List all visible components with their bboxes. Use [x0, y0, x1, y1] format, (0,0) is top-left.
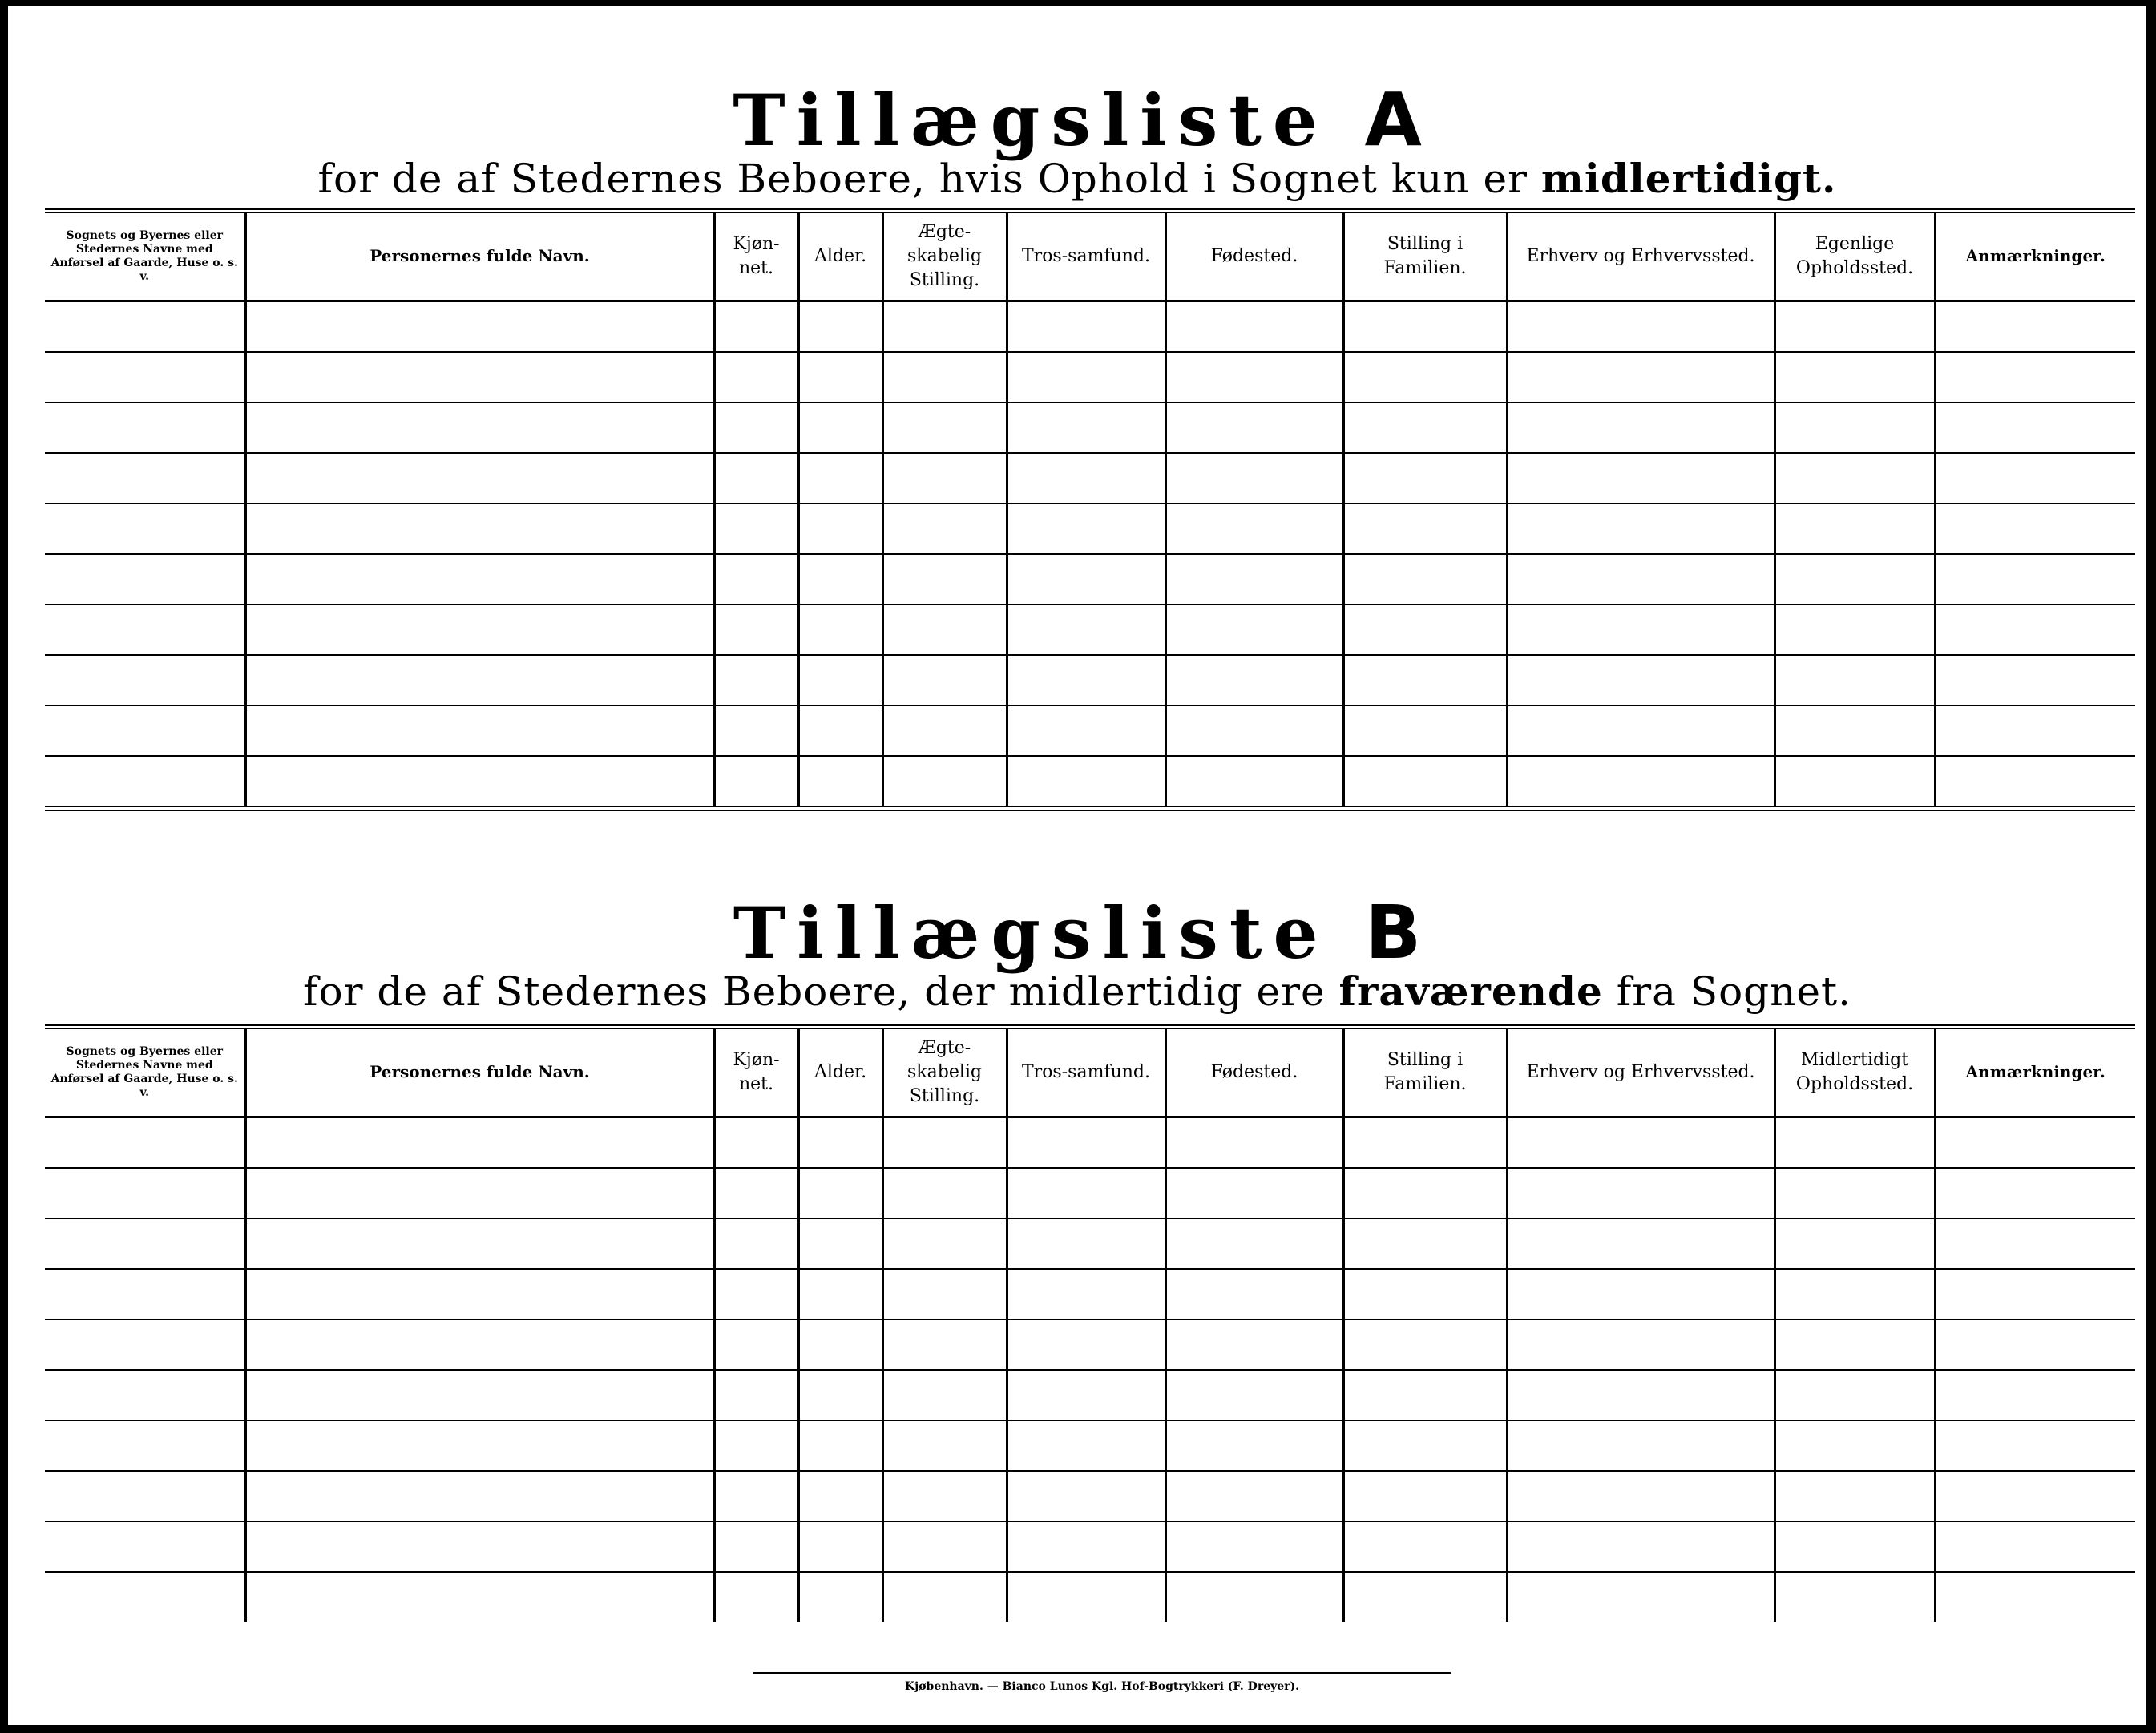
entry-cell	[1343, 1218, 1507, 1269]
entry-cell	[1343, 655, 1507, 705]
entry-cell	[1935, 1521, 2135, 1572]
entry-cell	[882, 604, 1007, 655]
entry-cell	[1774, 1420, 1935, 1471]
table-row	[45, 705, 2135, 756]
list-b-title-letter: B	[1365, 890, 1422, 976]
entry-cell	[45, 1420, 245, 1471]
entry-cell	[1343, 1269, 1507, 1319]
entry-cell	[45, 655, 245, 705]
census-form-sheet	[8, 6, 2146, 1725]
entry-cell	[1507, 1319, 1774, 1370]
entry-cell	[1165, 1168, 1343, 1218]
table-row	[45, 1168, 2135, 1218]
entry-cell	[714, 1521, 798, 1572]
list-b-col-place: Sognets og Byernes eller Stedernes Navne med Anførsel af Gaarde, Huse o. s. v.	[45, 1027, 245, 1117]
entry-cell	[714, 554, 798, 604]
entry-cell	[1343, 503, 1507, 554]
entry-cell	[714, 1319, 798, 1370]
entry-cell	[1774, 655, 1935, 705]
list-b-subtitle-end: fra Sognet.	[1616, 968, 1851, 1015]
table-row	[45, 453, 2135, 503]
entry-cell	[1165, 1521, 1343, 1572]
entry-cell	[1935, 1117, 2135, 1168]
entry-cell	[245, 1370, 714, 1420]
entry-cell	[245, 1269, 714, 1319]
list-b-col-family-position: Stilling i Familien.	[1343, 1027, 1507, 1117]
entry-cell	[1343, 1572, 1507, 1622]
entry-cell	[714, 453, 798, 503]
entry-cell	[1774, 1218, 1935, 1269]
table-row	[45, 604, 2135, 655]
table-row	[45, 1269, 2135, 1319]
entry-cell	[45, 402, 245, 453]
entry-cell	[1007, 352, 1165, 402]
entry-cell	[1007, 1370, 1165, 1420]
entry-cell	[1935, 352, 2135, 402]
list-b-subtitle	[8, 967, 2146, 1015]
entry-cell	[714, 1370, 798, 1420]
list-b-body	[45, 1117, 2135, 1622]
entry-cell	[714, 402, 798, 453]
entry-cell	[1507, 1370, 1774, 1420]
list-a-subtitle	[8, 155, 2146, 202]
entry-cell	[1165, 705, 1343, 756]
entry-cell	[1165, 402, 1343, 453]
entry-cell	[1343, 352, 1507, 402]
entry-cell	[1343, 402, 1507, 453]
entry-cell	[1165, 453, 1343, 503]
list-a-subtitle-start: for de af Stedernes Beboere, hvis Ophold i Sognet kun er	[317, 156, 1528, 202]
entry-cell	[798, 1269, 882, 1319]
entry-cell	[1507, 453, 1774, 503]
entry-cell	[882, 1572, 1007, 1622]
table-row	[45, 1218, 2135, 1269]
list-a-col-occupation: Erhverv og Erhvervssted.	[1507, 211, 1774, 301]
entry-cell	[714, 1117, 798, 1168]
table-row	[45, 1572, 2135, 1622]
entry-cell	[1774, 352, 1935, 402]
entry-cell	[798, 1471, 882, 1521]
entry-cell	[1774, 554, 1935, 604]
entry-cell	[1165, 1471, 1343, 1521]
entry-cell	[1007, 554, 1165, 604]
entry-cell	[882, 705, 1007, 756]
entry-cell	[1774, 756, 1935, 809]
table-row	[45, 1117, 2135, 1168]
entry-cell	[245, 1117, 714, 1168]
table-row	[45, 503, 2135, 554]
entry-cell	[798, 756, 882, 809]
entry-cell	[714, 1218, 798, 1269]
table-row	[45, 1471, 2135, 1521]
entry-cell	[1343, 1370, 1507, 1420]
list-a-col-age: Alder.	[798, 211, 882, 301]
list-b-col-remarks: Anmærkninger.	[1935, 1027, 2135, 1117]
entry-cell	[714, 655, 798, 705]
entry-cell	[45, 1471, 245, 1521]
entry-cell	[798, 655, 882, 705]
entry-cell	[1935, 1471, 2135, 1521]
entry-cell	[882, 554, 1007, 604]
entry-cell	[45, 1269, 245, 1319]
list-a-title-word: Tillægsliste	[733, 79, 1329, 162]
entry-cell	[1935, 503, 2135, 554]
table-row	[45, 1370, 2135, 1420]
entry-cell	[798, 1370, 882, 1420]
entry-cell	[882, 453, 1007, 503]
list-b-col-name: Personernes fulde Navn.	[245, 1027, 714, 1117]
entry-cell	[45, 604, 245, 655]
entry-cell	[1007, 604, 1165, 655]
list-a-title-letter: A	[1364, 77, 1422, 163]
entry-cell	[1507, 301, 1774, 352]
entry-cell	[1935, 1319, 2135, 1370]
entry-cell	[245, 402, 714, 453]
table-row	[45, 352, 2135, 402]
entry-cell	[1935, 402, 2135, 453]
entry-cell	[882, 655, 1007, 705]
entry-cell	[1007, 655, 1165, 705]
entry-cell	[1774, 503, 1935, 554]
entry-cell	[798, 705, 882, 756]
list-a-col-name: Personernes fulde Navn.	[245, 211, 714, 301]
entry-cell	[1007, 1319, 1165, 1370]
entry-cell	[245, 301, 714, 352]
entry-cell	[1507, 554, 1774, 604]
entry-cell	[245, 1471, 714, 1521]
entry-cell	[1774, 1471, 1935, 1521]
entry-cell	[1507, 352, 1774, 402]
entry-cell	[1007, 705, 1165, 756]
printer-imprint: Kjøbenhavn. — Bianco Lunos Kgl. Hof-Bogtrykkeri (F. Dreyer).	[753, 1672, 1451, 1693]
entry-cell	[1774, 1269, 1935, 1319]
entry-cell	[1935, 1420, 2135, 1471]
entry-cell	[1343, 1521, 1507, 1572]
entry-cell	[1774, 1370, 1935, 1420]
entry-cell	[1507, 1521, 1774, 1572]
list-a-col-religion: Tros-samfund.	[1007, 211, 1165, 301]
entry-cell	[245, 1168, 714, 1218]
entry-cell	[1935, 756, 2135, 809]
entry-cell	[1507, 655, 1774, 705]
list-b-title	[8, 890, 2146, 976]
entry-cell	[45, 352, 245, 402]
entry-cell	[245, 352, 714, 402]
entry-cell	[1007, 301, 1165, 352]
entry-cell	[1007, 1420, 1165, 1471]
entry-cell	[798, 1168, 882, 1218]
entry-cell	[245, 554, 714, 604]
entry-cell	[882, 1117, 1007, 1168]
list-b-col-birthplace: Fødested.	[1165, 1027, 1343, 1117]
entry-cell	[45, 301, 245, 352]
entry-cell	[1507, 1471, 1774, 1521]
entry-cell	[245, 503, 714, 554]
entry-cell	[245, 1218, 714, 1269]
entry-cell	[1165, 1420, 1343, 1471]
entry-cell	[1007, 503, 1165, 554]
entry-cell	[798, 402, 882, 453]
entry-cell	[1935, 1218, 2135, 1269]
list-a-body	[45, 301, 2135, 808]
entry-cell	[1343, 705, 1507, 756]
entry-cell	[1507, 1269, 1774, 1319]
list-a-header-row	[45, 211, 2135, 301]
entry-cell	[1935, 554, 2135, 604]
entry-cell	[1343, 1471, 1507, 1521]
entry-cell	[1165, 604, 1343, 655]
entry-cell	[798, 301, 882, 352]
entry-cell	[1165, 1269, 1343, 1319]
entry-cell	[45, 503, 245, 554]
entry-cell	[1774, 453, 1935, 503]
entry-cell	[1165, 655, 1343, 705]
entry-cell	[882, 1218, 1007, 1269]
entry-cell	[1165, 352, 1343, 402]
list-b-col-marital: Ægte-skabelig Stilling.	[882, 1027, 1007, 1117]
entry-cell	[798, 453, 882, 503]
entry-cell	[1507, 1572, 1774, 1622]
entry-cell	[1165, 756, 1343, 809]
list-b-table	[45, 1024, 2135, 1622]
entry-cell	[798, 554, 882, 604]
entry-cell	[882, 1319, 1007, 1370]
entry-cell	[1507, 604, 1774, 655]
list-a-subtitle-emphasis: midlertidigt	[1540, 155, 1823, 202]
entry-cell	[1935, 1168, 2135, 1218]
list-b-col-religion: Tros-samfund.	[1007, 1027, 1165, 1117]
entry-cell	[1507, 1117, 1774, 1168]
entry-cell	[45, 453, 245, 503]
entry-cell	[798, 352, 882, 402]
entry-cell	[45, 1117, 245, 1168]
entry-cell	[714, 352, 798, 402]
entry-cell	[1774, 1319, 1935, 1370]
entry-cell	[882, 1370, 1007, 1420]
entry-cell	[245, 1420, 714, 1471]
entry-cell	[1935, 705, 2135, 756]
entry-cell	[1774, 301, 1935, 352]
entry-cell	[882, 1521, 1007, 1572]
list-a-col-remarks: Anmærkninger.	[1935, 211, 2135, 301]
list-b-col-residence: Midlertidigt Opholdssted.	[1774, 1027, 1935, 1117]
entry-cell	[1774, 1572, 1935, 1622]
entry-cell	[714, 705, 798, 756]
entry-cell	[245, 604, 714, 655]
entry-cell	[882, 1269, 1007, 1319]
entry-cell	[1165, 1370, 1343, 1420]
entry-cell	[714, 604, 798, 655]
entry-cell	[1507, 1218, 1774, 1269]
list-a-col-sex: Kjøn-net.	[714, 211, 798, 301]
entry-cell	[1007, 756, 1165, 809]
entry-cell	[1935, 604, 2135, 655]
entry-cell	[45, 1218, 245, 1269]
entry-cell	[1007, 1521, 1165, 1572]
entry-cell	[45, 1572, 245, 1622]
entry-cell	[714, 301, 798, 352]
entry-cell	[1343, 756, 1507, 809]
entry-cell	[798, 503, 882, 554]
entry-cell	[798, 1319, 882, 1370]
list-a-col-marital: Ægte-skabelig Stilling.	[882, 211, 1007, 301]
entry-cell	[1007, 1168, 1165, 1218]
entry-cell	[1935, 453, 2135, 503]
entry-cell	[798, 1218, 882, 1269]
entry-cell	[1165, 1218, 1343, 1269]
entry-cell	[1343, 1168, 1507, 1218]
entry-cell	[1165, 301, 1343, 352]
list-a-title	[8, 77, 2146, 163]
entry-cell	[245, 1572, 714, 1622]
entry-cell	[1343, 453, 1507, 503]
entry-cell	[1507, 503, 1774, 554]
entry-cell	[1343, 1420, 1507, 1471]
table-row	[45, 1420, 2135, 1471]
list-b-subtitle-emphasis: fraværende	[1338, 967, 1603, 1015]
entry-cell	[1507, 1168, 1774, 1218]
entry-cell	[1165, 503, 1343, 554]
entry-cell	[1007, 453, 1165, 503]
entry-cell	[245, 655, 714, 705]
entry-cell	[1343, 301, 1507, 352]
entry-cell	[714, 756, 798, 809]
entry-cell	[45, 554, 245, 604]
list-a-col-birthplace: Fødested.	[1165, 211, 1343, 301]
table-row	[45, 756, 2135, 809]
table-row	[45, 301, 2135, 352]
entry-cell	[714, 1471, 798, 1521]
entry-cell	[1935, 1572, 2135, 1622]
entry-cell	[798, 1521, 882, 1572]
entry-cell	[798, 604, 882, 655]
entry-cell	[882, 402, 1007, 453]
entry-cell	[45, 1521, 245, 1572]
entry-cell	[1343, 1319, 1507, 1370]
entry-cell	[1007, 1218, 1165, 1269]
entry-cell	[1007, 1572, 1165, 1622]
entry-cell	[245, 1319, 714, 1370]
list-b-col-sex: Kjøn-net.	[714, 1027, 798, 1117]
entry-cell	[1935, 1269, 2135, 1319]
entry-cell	[1007, 1269, 1165, 1319]
entry-cell	[1165, 1572, 1343, 1622]
entry-cell	[714, 1269, 798, 1319]
table-row	[45, 1319, 2135, 1370]
entry-cell	[1165, 1319, 1343, 1370]
entry-cell	[714, 1420, 798, 1471]
entry-cell	[882, 301, 1007, 352]
entry-cell	[714, 1168, 798, 1218]
entry-cell	[45, 1319, 245, 1370]
entry-cell	[798, 1572, 882, 1622]
entry-cell	[1007, 402, 1165, 453]
entry-cell	[1507, 1420, 1774, 1471]
entry-cell	[714, 1572, 798, 1622]
entry-cell	[1165, 1117, 1343, 1168]
entry-cell	[1774, 1521, 1935, 1572]
entry-cell	[714, 503, 798, 554]
entry-cell	[245, 705, 714, 756]
entry-cell	[1507, 705, 1774, 756]
list-a-col-residence: Egenlige Opholdssted.	[1774, 211, 1935, 301]
entry-cell	[245, 756, 714, 809]
entry-cell	[1343, 554, 1507, 604]
entry-cell	[45, 705, 245, 756]
entry-cell	[1007, 1471, 1165, 1521]
table-row	[45, 402, 2135, 453]
entry-cell	[1935, 655, 2135, 705]
entry-cell	[245, 453, 714, 503]
list-b-title-word: Tillægsliste	[733, 891, 1330, 975]
entry-cell	[45, 1370, 245, 1420]
entry-cell	[882, 756, 1007, 809]
list-a-col-family-position: Stilling i Familien.	[1343, 211, 1507, 301]
entry-cell	[798, 1420, 882, 1471]
entry-cell	[882, 503, 1007, 554]
table-row	[45, 655, 2135, 705]
list-a-col-place: Sognets og Byernes eller Stedernes Navne med Anførsel af Gaarde, Huse o. s. v.	[45, 211, 245, 301]
entry-cell	[1935, 1370, 2135, 1420]
table-row	[45, 1521, 2135, 1572]
entry-cell	[245, 1521, 714, 1572]
list-b-subtitle-start: for de af Stedernes Beboere, der midlertidig ere	[303, 968, 1326, 1015]
entry-cell	[1935, 301, 2135, 352]
list-a-table	[45, 208, 2135, 811]
entry-cell	[1507, 402, 1774, 453]
entry-cell	[1774, 1168, 1935, 1218]
list-b-col-age: Alder.	[798, 1027, 882, 1117]
entry-cell	[798, 1117, 882, 1168]
entry-cell	[1343, 604, 1507, 655]
entry-cell	[1774, 402, 1935, 453]
list-b-col-occupation: Erhverv og Erhvervssted.	[1507, 1027, 1774, 1117]
list-a-subtitle-end: .	[1822, 155, 1837, 202]
entry-cell	[45, 756, 245, 809]
entry-cell	[1007, 1117, 1165, 1168]
entry-cell	[1165, 554, 1343, 604]
entry-cell	[1507, 756, 1774, 809]
entry-cell	[882, 1168, 1007, 1218]
entry-cell	[1774, 705, 1935, 756]
entry-cell	[882, 352, 1007, 402]
table-row	[45, 554, 2135, 604]
entry-cell	[882, 1420, 1007, 1471]
entry-cell	[45, 1168, 245, 1218]
entry-cell	[1774, 1117, 1935, 1168]
list-b-header-row	[45, 1027, 2135, 1117]
entry-cell	[882, 1471, 1007, 1521]
entry-cell	[1774, 604, 1935, 655]
entry-cell	[1343, 1117, 1507, 1168]
